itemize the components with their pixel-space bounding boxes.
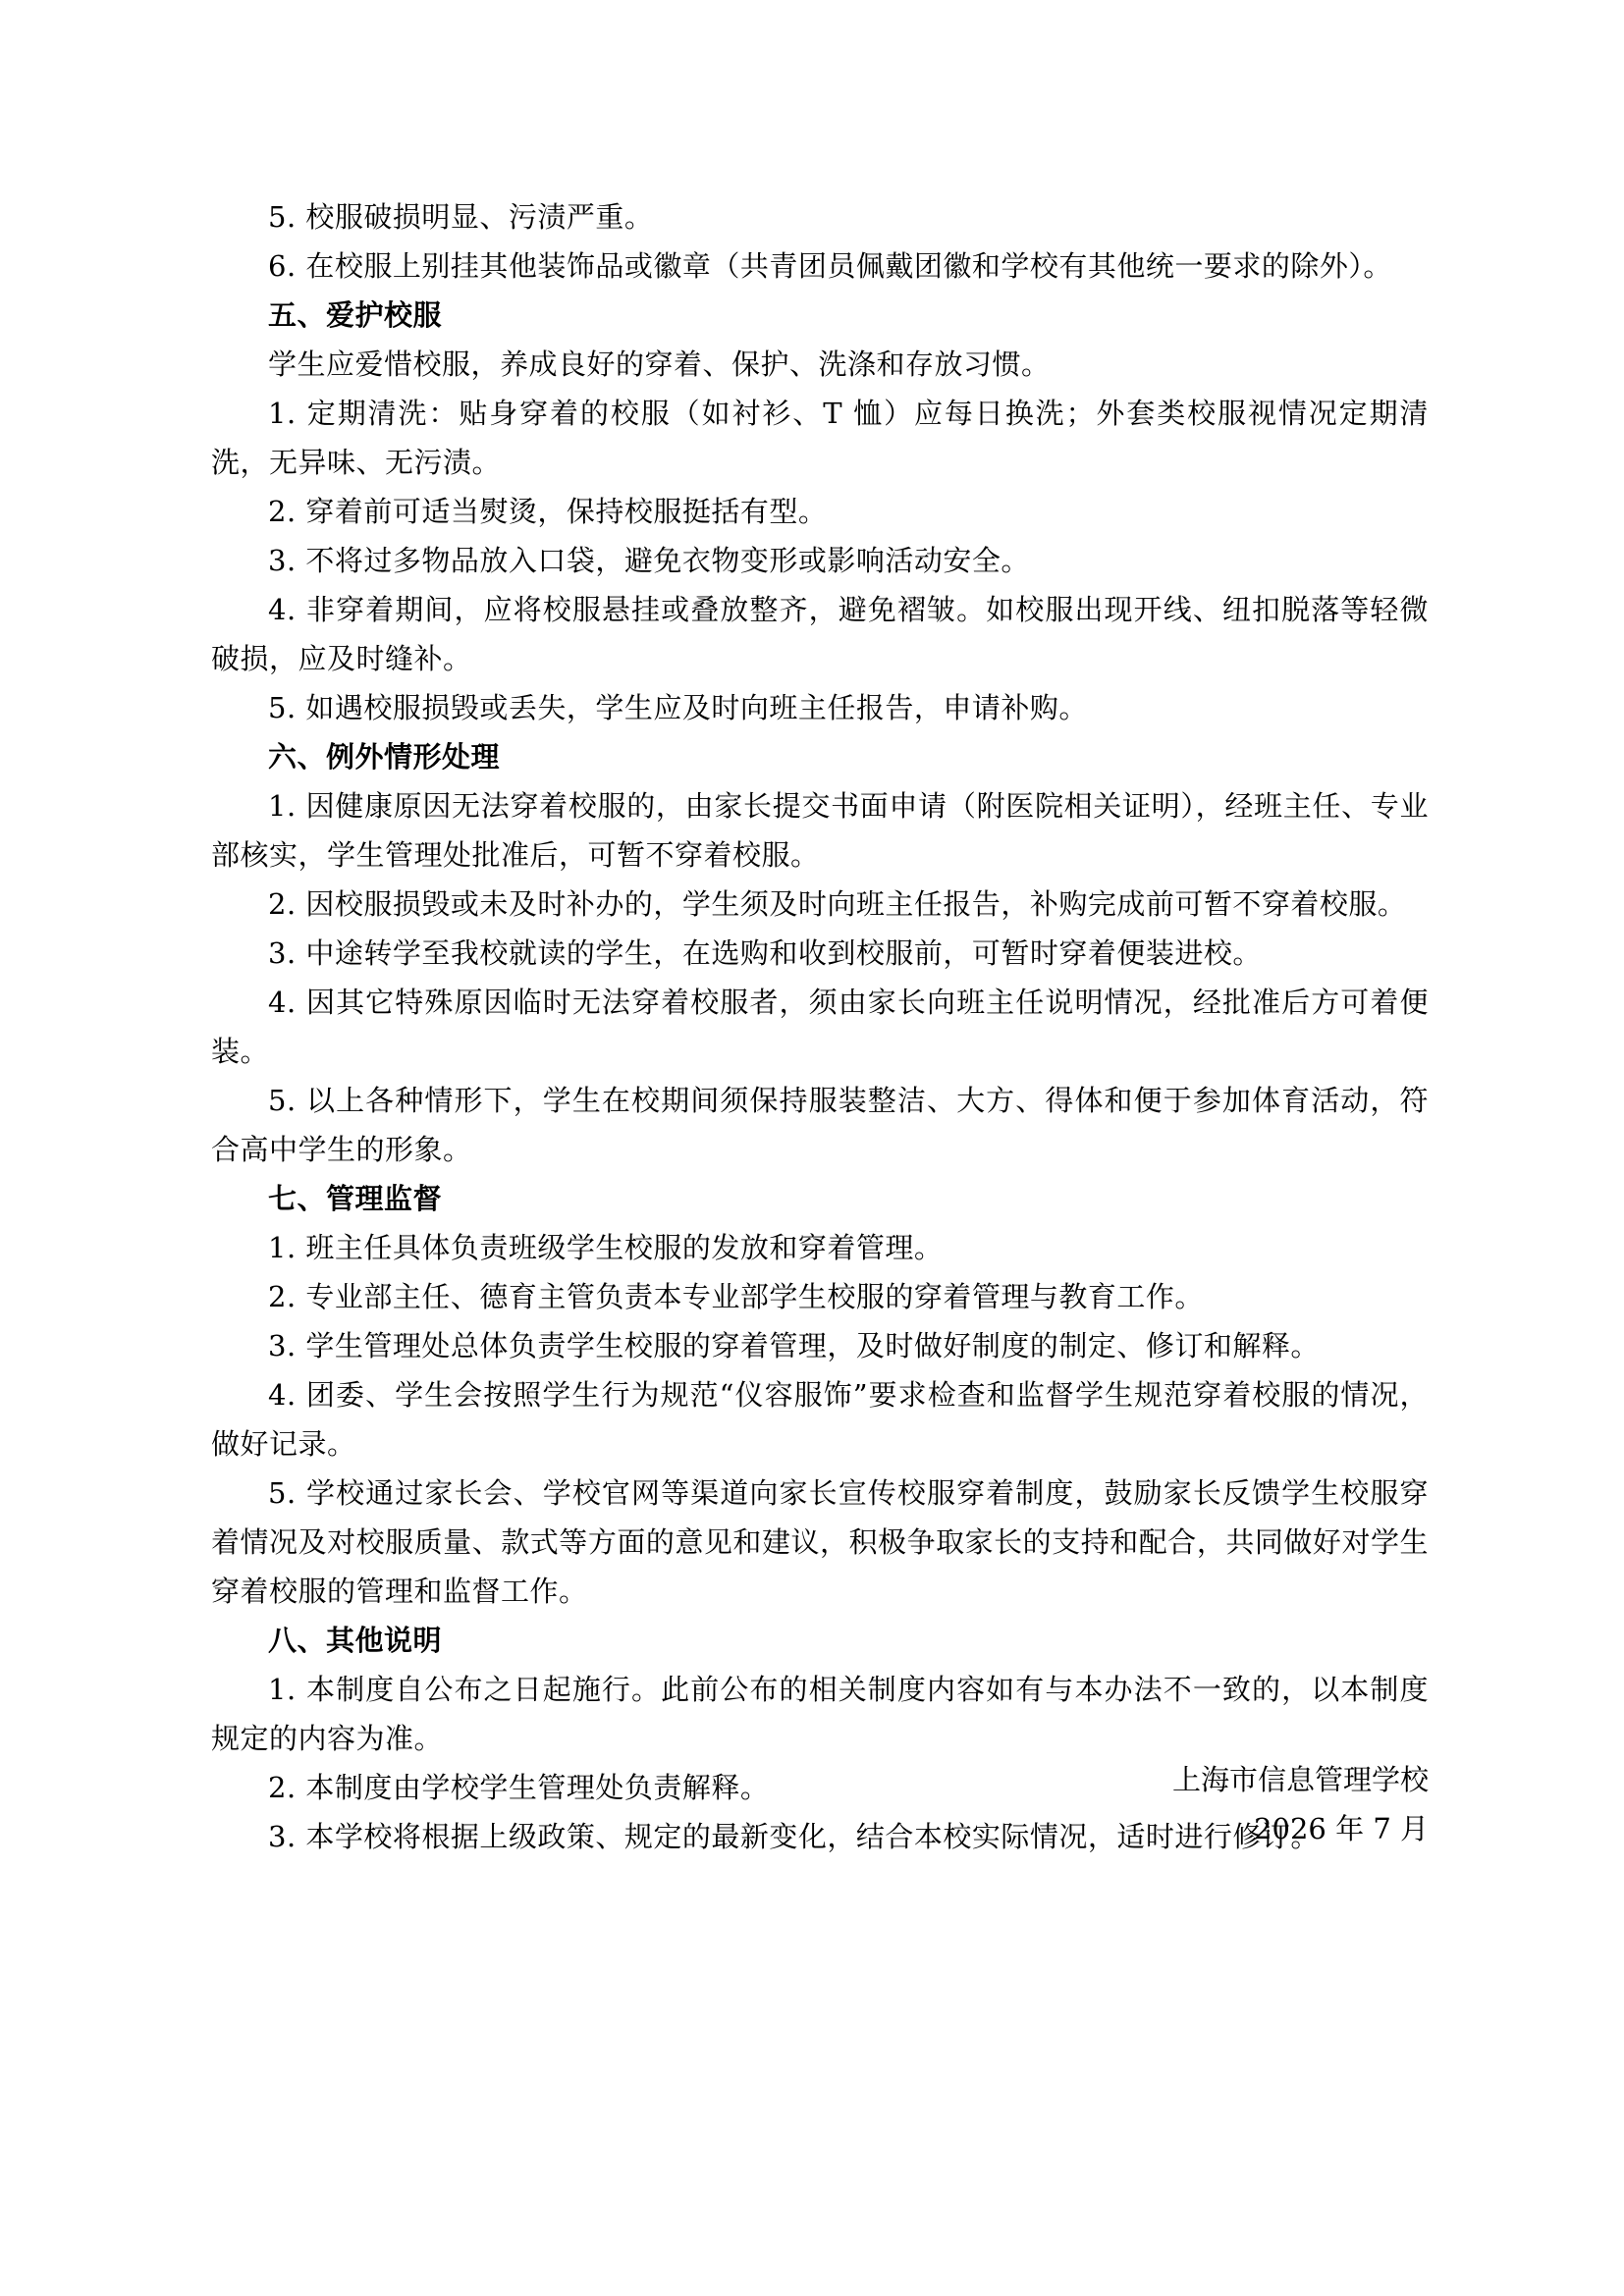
clause-item: 5. 以上各种情形下，学生在校期间须保持服装整洁、大方、得体和便于参加体育活动，符合高中学生的形象。	[211, 1084, 1429, 1166]
clause-item: 4. 因其它特殊原因临时无法穿着校服者，须由家长向班主任说明情况，经批准后方可着便装。	[211, 986, 1429, 1068]
clause-item: 2. 穿着前可适当熨烫，保持校服挺括有型。	[268, 495, 828, 528]
clause-item: 1. 定期清洗：贴身穿着的校服（如衬衫、T 恤）应每日换洗；外套类校服视情况定期清洗，无异味、无污渍。	[211, 397, 1429, 479]
clause-item: 1. 因健康原因无法穿着校服的，由家长提交书面申请（附医院相关证明），经班主任、专业部核实，学生管理处批准后，可暂不穿着校服。	[211, 789, 1429, 872]
document-body	[211, 192, 1429, 1861]
signature-date: 2026 年 7 月	[1254, 1812, 1429, 1845]
section-heading: 五、爱护校服	[268, 298, 443, 332]
clause-item: 5. 如遇校服损毁或丢失，学生应及时向班主任报告，申请补购。	[268, 691, 1088, 724]
section-heading: 六、例外情形处理	[268, 740, 501, 774]
clause-item: 5. 校服破损明显、污渍严重。	[268, 200, 654, 234]
section-heading: 八、其他说明	[268, 1624, 443, 1657]
clause-item: 2. 本制度由学校学生管理处负责解释。	[268, 1771, 770, 1804]
clause-item: 1. 班主任具体负责班级学生校服的发放和穿着管理。	[268, 1231, 944, 1264]
clause-item: 4. 非穿着期间，应将校服悬挂或叠放整齐，避免褶皱。如校服出现开线、纽扣脱落等轻微破损，应及时缝补。	[211, 593, 1429, 675]
clause-item: 3. 学生管理处总体负责学生校服的穿着管理，及时做好制度的制定、修订和解释。	[268, 1329, 1320, 1362]
section-heading: 七、管理监督	[268, 1182, 443, 1215]
clause-item: 3. 不将过多物品放入口袋，避免衣物变形或影响活动安全。	[268, 544, 1030, 577]
clause-item: 3. 中途转学至我校就读的学生，在选购和收到校服前，可暂时穿着便装进校。	[268, 936, 1262, 970]
clause-item: 1. 本制度自公布之日起施行。此前公布的相关制度内容如有与本办法不一致的，以本制度规定的内容为准。	[211, 1673, 1429, 1755]
clause-item: 2. 专业部主任、德育主管负责本专业部学生校服的穿着管理与教育工作。	[268, 1280, 1204, 1313]
clause-item: 4. 团委、学生会按照学生行为规范“仪容服饰”要求检查和监督学生规范穿着校服的情况，做好记录。	[211, 1378, 1429, 1461]
clause-item: 5. 学校通过家长会、学校官网等渠道向家长宣传校服穿着制度，鼓励家长反馈学生校服穿着情况及对校服质量、款式等方面的意见和建议，积极争取家长的支持和配合，共同做好对学生穿着校服的管理和监督工作。	[211, 1476, 1429, 1608]
clause-item: 2. 因校服损毁或未及时补办的，学生须及时向班主任报告，补购完成前可暂不穿着校服。	[268, 887, 1407, 921]
clause-item: 3. 本学校将根据上级政策、规定的最新变化，结合本校实际情况，适时进行修订。	[268, 1820, 1320, 1853]
clause-item: 6. 在校服上别挂其他装饰品或徽章（共青团员佩戴团徽和学校有其他统一要求的除外）。	[268, 249, 1392, 283]
signature-organization: 上海市信息管理学校	[1171, 1763, 1429, 1796]
section-intro: 学生应爱惜校服，养成良好的穿着、保护、洗涤和存放习惯。	[268, 347, 1051, 381]
